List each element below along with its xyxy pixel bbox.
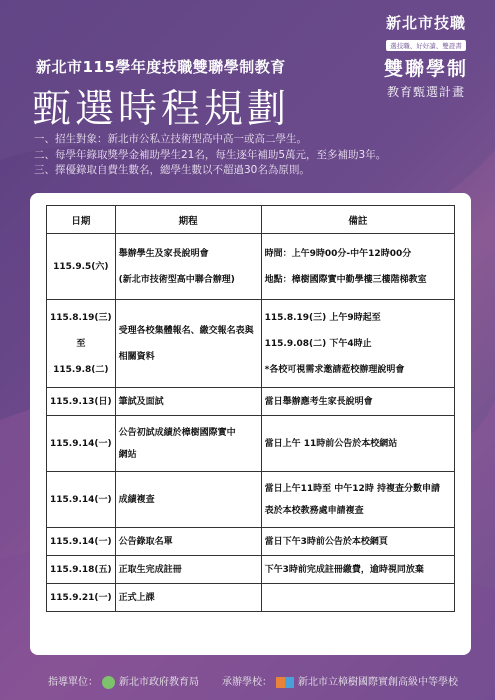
footer-left-label: 指導單位： bbox=[48, 677, 98, 688]
date-cell-line: 115.9.14(一) bbox=[50, 494, 112, 505]
note-cell bbox=[261, 234, 454, 300]
note-cell bbox=[261, 472, 454, 528]
process-cell bbox=[115, 416, 261, 472]
logo-line-1: 新北市技職 bbox=[385, 14, 466, 32]
note-cell bbox=[261, 556, 454, 584]
table-row bbox=[47, 556, 455, 584]
date-cell-line: 115.9.8(二) bbox=[53, 364, 109, 375]
date-cell-line: 115.9.18(五) bbox=[50, 564, 112, 575]
logo-line-4: 教育甄選計畫 bbox=[386, 85, 465, 99]
note-cell-line: 當日下午3時前公告於本校網頁 bbox=[264, 536, 388, 547]
table-header-row bbox=[47, 206, 455, 234]
process-cell-line: 網站 bbox=[118, 449, 137, 460]
footer-right-label: 承辦學校： bbox=[222, 677, 272, 688]
header-note: 備註 bbox=[261, 206, 454, 234]
table-row bbox=[47, 416, 455, 472]
process-cell bbox=[115, 584, 261, 612]
process-cell bbox=[115, 234, 261, 300]
note-item: 三、擇優錄取自費生數名，總學生數以不超過30名為原則。 bbox=[34, 164, 310, 176]
schedule-table bbox=[46, 205, 455, 612]
footer-organizer bbox=[222, 673, 458, 688]
note-cell-line: 下午3時前完成註冊繳費，逾時視同放棄 bbox=[264, 564, 424, 575]
date-cell-line: 115.9.5(六) bbox=[53, 261, 109, 272]
table-row bbox=[47, 300, 455, 388]
note-cell-line: 115.9.08(二) 下午4時止 bbox=[264, 338, 372, 349]
date-cell-line: 115.9.13(日) bbox=[50, 396, 112, 407]
header-process: 期程 bbox=[115, 206, 261, 234]
note-cell-line: 地點：樟樹國際實中勤學樓三樓階梯教室 bbox=[264, 274, 427, 285]
date-cell bbox=[47, 234, 116, 300]
date-cell bbox=[47, 416, 116, 472]
date-cell-line: 115.9.14(一) bbox=[50, 536, 112, 547]
note-cell-line: 當日上午 11時前公告於本校網站 bbox=[264, 438, 398, 449]
logo-slogan: 選技職、好好讀、雙證書 bbox=[386, 40, 466, 51]
process-cell bbox=[115, 556, 261, 584]
process-cell-line: 筆試及面試 bbox=[118, 396, 164, 407]
process-cell bbox=[115, 388, 261, 416]
date-cell bbox=[47, 584, 116, 612]
table-row bbox=[47, 234, 455, 300]
process-cell-line: 相關資料 bbox=[118, 351, 155, 362]
note-item: 一、招生對象：新北市公私立技術型高中高一或高二學生。 bbox=[34, 133, 307, 145]
process-cell-line: 正取生完成註冊 bbox=[118, 564, 182, 575]
process-cell-line: 舉辦學生及家長說明會 bbox=[118, 248, 209, 259]
page-title: 甄選時程規劃 bbox=[32, 87, 291, 132]
school-logo-icon bbox=[276, 677, 294, 688]
date-cell-line: 115.8.19(三) bbox=[50, 312, 112, 323]
note-cell-line: 時間：上午9時00分-中午12時00分 bbox=[264, 248, 412, 259]
note-cell bbox=[261, 388, 454, 416]
note-cell bbox=[261, 584, 454, 612]
date-cell bbox=[47, 300, 116, 388]
note-cell bbox=[261, 416, 454, 472]
date-cell-line: 至 bbox=[76, 338, 86, 349]
note-cell bbox=[261, 528, 454, 556]
process-cell-line: 成績複查 bbox=[118, 494, 155, 505]
process-cell-line: 受理各校集體報名、繳交報名表與 bbox=[118, 325, 254, 336]
date-cell bbox=[47, 528, 116, 556]
date-cell-line: 115.9.21(一) bbox=[50, 592, 112, 603]
page-subtitle: 新北市115學年度技職雙聯學制教育 bbox=[36, 58, 286, 76]
note-cell-line: 當日舉辦應考生家長說明會 bbox=[264, 396, 373, 407]
footer-supervisor bbox=[48, 673, 199, 689]
table-row bbox=[47, 528, 455, 556]
logo-line-3: 雙聯學制 bbox=[383, 58, 468, 80]
process-cell-line: 正式上課 bbox=[118, 592, 155, 603]
footer-left-org: 新北市政府教育局 bbox=[119, 677, 199, 688]
process-cell-line: (新北市技術型高中聯合辦理) bbox=[118, 274, 235, 285]
table-row bbox=[47, 388, 455, 416]
note-cell bbox=[261, 300, 454, 388]
program-logo bbox=[371, 12, 481, 100]
header-date: 日期 bbox=[47, 206, 116, 234]
footer bbox=[0, 668, 495, 700]
date-cell bbox=[47, 556, 116, 584]
process-cell-line: 公告錄取名單 bbox=[118, 536, 173, 547]
note-cell-line: *各校可視需求邀請蒞校辦理說明會 bbox=[264, 364, 405, 375]
process-cell-line: 公告初試成績於樟樹國際實中 bbox=[118, 427, 236, 438]
process-cell bbox=[115, 472, 261, 528]
process-cell bbox=[115, 300, 261, 388]
date-cell-line: 115.9.14(一) bbox=[50, 438, 112, 449]
notes-list bbox=[34, 132, 386, 179]
date-cell bbox=[47, 388, 116, 416]
date-cell bbox=[47, 472, 116, 528]
footer-right-org: 新北市立樟樹國際實創高級中等學校 bbox=[298, 677, 458, 688]
note-cell-line: 當日上午11時至 中午12時 持複查分數申請 bbox=[264, 483, 440, 494]
schedule-card bbox=[30, 193, 471, 655]
process-cell bbox=[115, 528, 261, 556]
table-row bbox=[47, 472, 455, 528]
table-row bbox=[47, 584, 455, 612]
note-item: 二、每學年錄取獎學金補助學生21名，每生逐年補助5萬元，至多補助3年。 bbox=[34, 148, 387, 161]
note-cell-line: 115.8.19(三) 上午9時起至 bbox=[264, 312, 381, 323]
note-cell-line: 表於本校教務處申請複查 bbox=[264, 505, 364, 516]
education-bureau-logo-icon bbox=[102, 676, 115, 689]
